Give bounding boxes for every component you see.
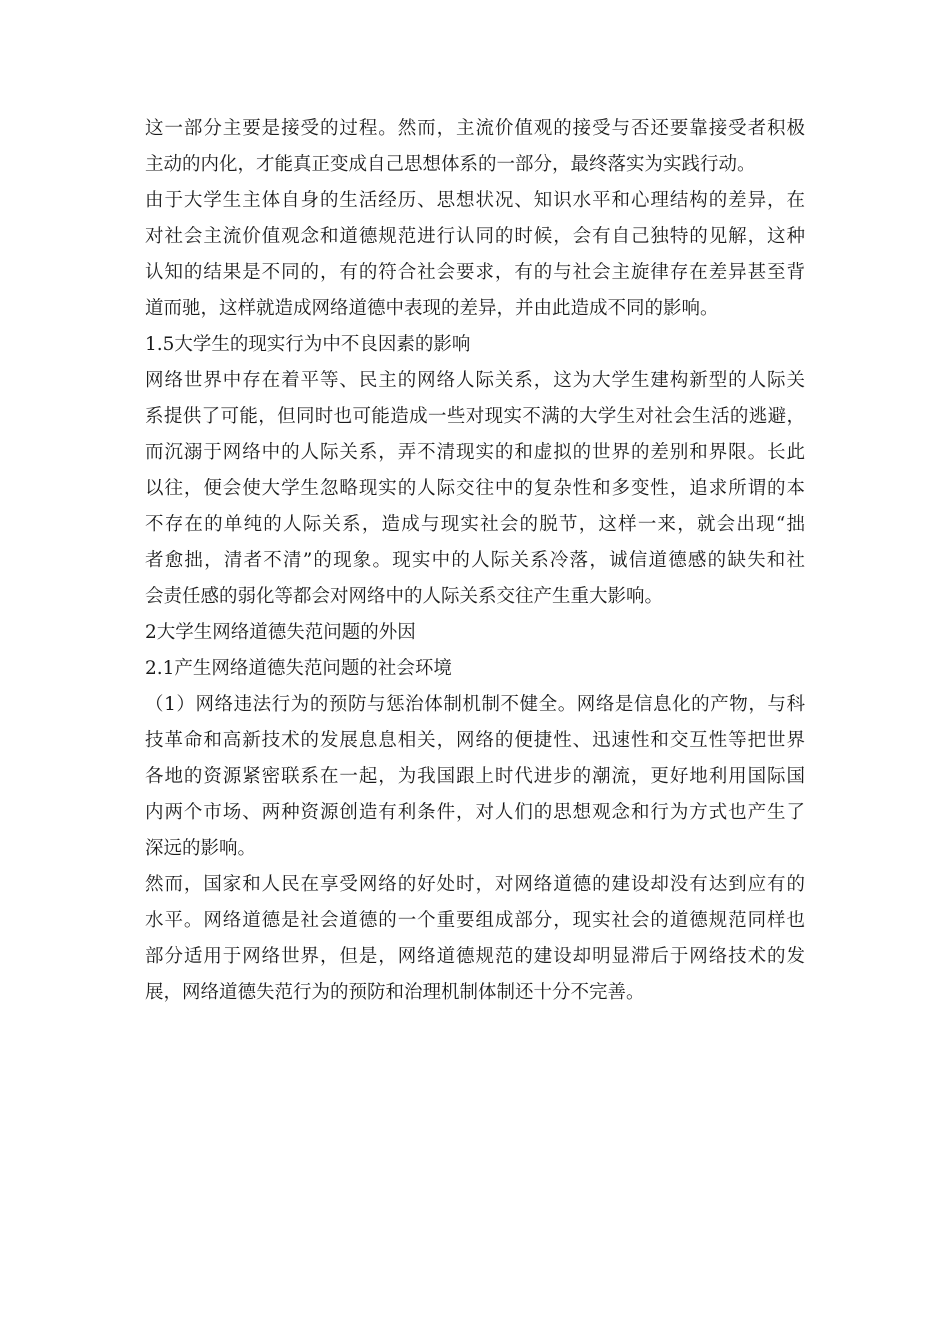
text-line: 内两个市场、两种资源创造有利条件，对人们的思想观念和行为方式也产生了 [145, 802, 805, 823]
text-line: 者愈拙，清者不清”的现象。现实中的人际关系冷落，诚信道德感的缺失和社 [145, 550, 805, 571]
text-line: 这一部分主要是接受的过程。然而，主流价值观的接受与否还要靠接受者积极 [145, 118, 805, 139]
text-line: 然而，国家和人民在享受网络的好处时，对网络道德的建设却没有达到应有的 [145, 874, 805, 895]
section-heading-1-5: 1.5大学生的现实行为中不良因素的影响 [145, 334, 471, 355]
text-line: （1）网络违法行为的预防与惩治体制机制不健全。网络是信息化的产物，与科 [145, 694, 805, 715]
text-line: 会责任感的弱化等都会对网络中的人际关系交往产生重大影响。 [145, 586, 664, 607]
text-line: 水平。网络道德是社会道德的一个重要组成部分，现实社会的道德规范同样也 [145, 910, 805, 931]
text-line: 系提供了可能，但同时也可能造成一些对现实不满的大学生对社会生活的逃避， [145, 406, 805, 427]
text-line: 深远的影响。 [145, 838, 257, 859]
section-heading-2: 2大学生网络道德失范问题的外因 [145, 622, 416, 643]
text-line: 对社会主流价值观念和道德规范进行认同的时候，会有自己独特的见解，这种 [145, 226, 805, 247]
text-line: 技革命和高新技术的发展息息相关，网络的便捷性、迅速性和交互性等把世界 [145, 730, 805, 751]
text-line: 部分适用于网络世界，但是，网络道德规范的建设却明显滞后于网络技术的发 [145, 946, 805, 967]
section-heading-2-1: 2.1产生网络道德失范问题的社会环境 [145, 658, 452, 679]
text-line: 而沉溺于网络中的人际关系，弄不清现实的和虚拟的世界的差别和界限。长此 [145, 442, 805, 463]
text-line: 不存在的单纯的人际关系，造成与现实社会的脱节，这样一来，就会出现“拙 [145, 514, 805, 535]
text-line: 道而驰，这样就造成网络道德中表现的差异，并由此造成不同的影响。 [145, 298, 719, 319]
document-body [145, 111, 805, 1011]
text-line: 展，网络道德失范行为的预防和治理机制体制还十分不完善。 [145, 982, 645, 1003]
text-line: 认知的结果是不同的，有的符合社会要求，有的与社会主旋律存在差异甚至背 [145, 262, 805, 283]
text-line: 由于大学生主体自身的生活经历、思想状况、知识水平和心理结构的差异，在 [145, 190, 805, 211]
text-line: 以往，便会使大学生忽略现实的人际交往中的复杂性和多变性，追求所谓的本 [145, 478, 805, 499]
text-line: 主动的内化，才能真正变成自己思想体系的一部分，最终落实为实践行动。 [145, 154, 756, 175]
text-line: 网络世界中存在着平等、民主的网络人际关系，这为大学生建构新型的人际关 [145, 370, 805, 391]
text-line: 各地的资源紧密联系在一起，为我国跟上时代进步的潮流，更好地利用国际国 [145, 766, 805, 787]
